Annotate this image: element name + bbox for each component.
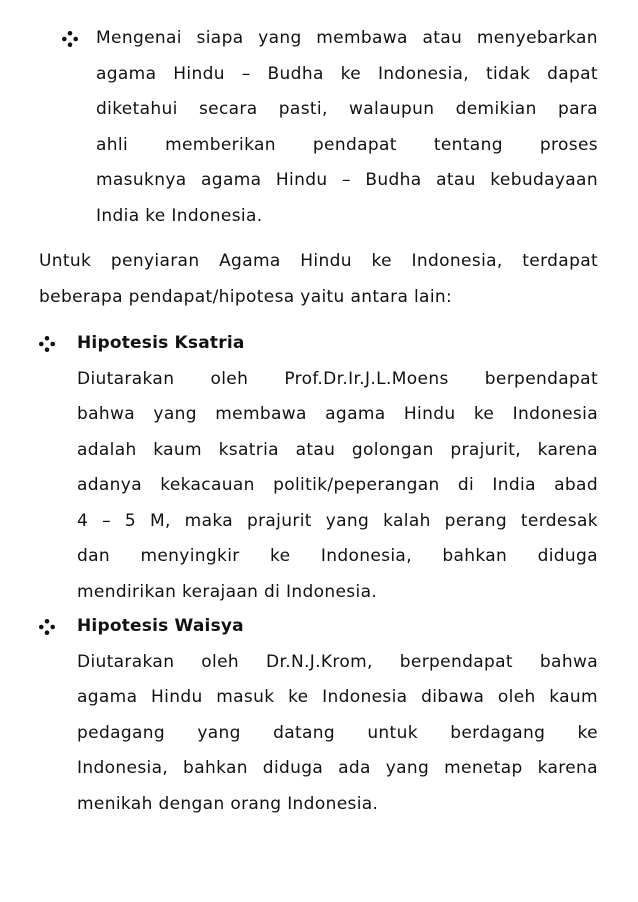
text-line: menikah dengan orang Indonesia. xyxy=(77,793,379,814)
text-line: beberapa pendapat/hipotesa yaitu antara lain: xyxy=(39,286,453,307)
diamond-bullet-icon xyxy=(62,31,78,47)
text-line: pedagang yang datang untuk berdagang ke xyxy=(77,722,598,743)
text-line: 4 – 5 M, maka prajurit yang kalah perang terdesak xyxy=(77,510,598,531)
diamond-bullet-icon xyxy=(39,619,55,635)
hypothesis-title: Hipotesis Ksatria xyxy=(77,333,245,353)
text-line: ahli memberikan pendapat tentang proses xyxy=(96,134,598,155)
text-line: Indonesia, bahkan diduga ada yang menetap karena xyxy=(77,758,598,778)
text-line: diketahui secara pasti, walaupun demikian para xyxy=(96,99,598,119)
hypothesis-ksatria xyxy=(77,326,598,610)
text-line: Mengenai siapa yang membawa atau menyebarkan xyxy=(96,28,598,48)
text-line: dan menyingkir ke Indonesia, bahkan diduga xyxy=(77,546,598,566)
text-line: agama Hindu – Budha ke Indonesia, tidak dapat xyxy=(96,63,598,84)
text-line: adalah kaum ksatria atau golongan prajurit, karena xyxy=(77,439,598,460)
text-line: bahwa yang membawa agama Hindu ke Indonesia xyxy=(77,404,598,424)
text-line: Untuk penyiaran Agama Hindu ke Indonesia, terdapat xyxy=(39,251,598,271)
text-line: Diutarakan oleh Dr.N.J.Krom, berpendapat bahwa xyxy=(77,651,598,672)
diamond-bullet-icon xyxy=(39,336,55,352)
hypothesis-waisya xyxy=(77,609,598,822)
text-line: agama Hindu masuk ke Indonesia dibawa oleh kaum xyxy=(77,687,598,707)
text-line: adanya kekacauan politik/peperangan di India abad xyxy=(77,475,598,495)
hypothesis-title: Hipotesis Waisya xyxy=(77,616,244,636)
body-paragraph xyxy=(39,244,598,315)
intro-bullet-text xyxy=(96,21,598,234)
text-line: masuknya agama Hindu – Budha atau kebudayaan xyxy=(96,170,598,190)
text-line: mendirikan kerajaan di Indonesia. xyxy=(77,581,378,602)
text-line: Diutarakan oleh Prof.Dr.Ir.J.L.Moens berpendapat xyxy=(77,368,598,389)
text-line: India ke Indonesia. xyxy=(96,205,263,226)
